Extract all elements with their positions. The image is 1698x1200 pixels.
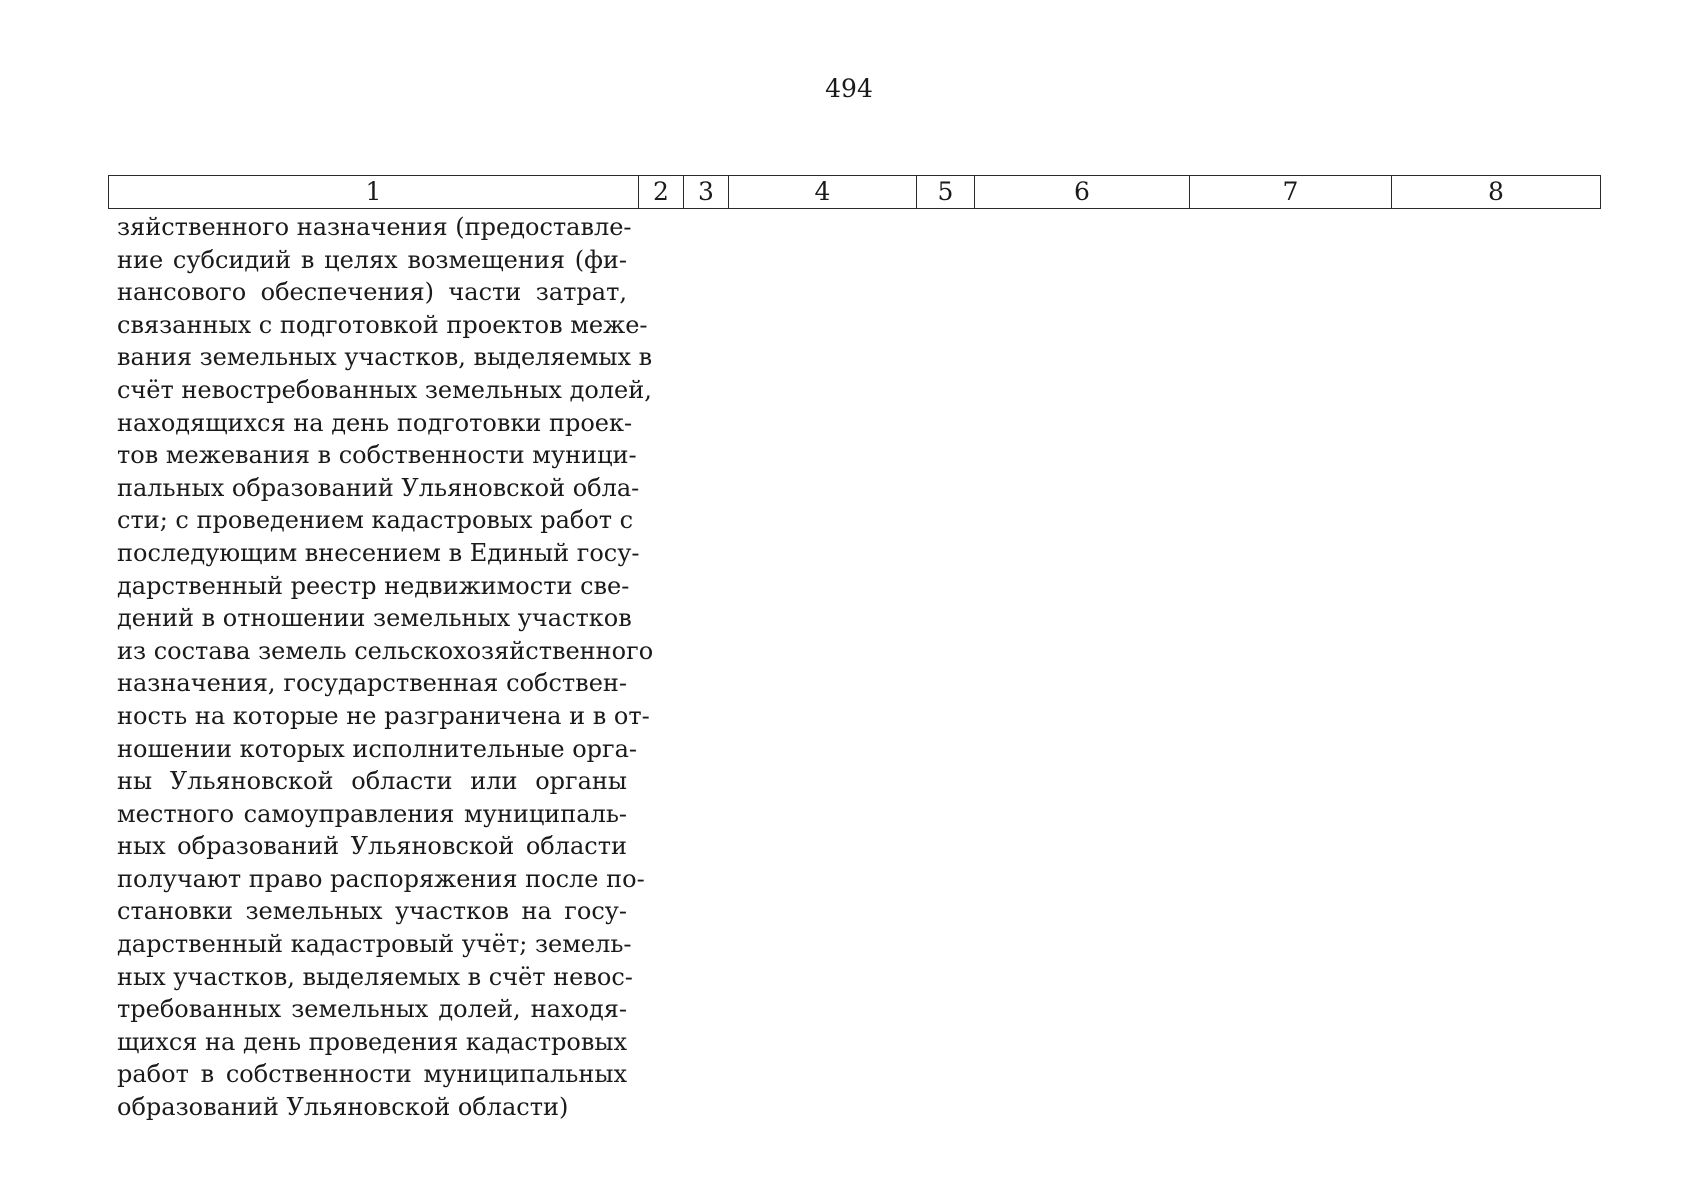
text-line: работ в собственности муниципальных — [117, 1060, 627, 1089]
text-line: зяйственного назначения (предоставле- — [117, 213, 632, 241]
text-line: дарственный реестр недвижимости све- — [117, 571, 630, 600]
text-line: вания земельных участков, выделяемых в — [117, 343, 653, 372]
text-line: тов межевания в собственности муници- — [117, 441, 637, 470]
header-cell-5: 5 — [917, 176, 975, 209]
header-cell-6: 6 — [975, 176, 1190, 209]
text-line: требованных земельных долей, находя- — [117, 995, 627, 1024]
header-cell-1: 1 — [109, 176, 639, 209]
text-line: ние субсидий в целях возмещения (фи- — [117, 245, 627, 274]
header-cell-3: 3 — [684, 176, 729, 209]
header-cell-2: 2 — [639, 176, 684, 209]
text-line: щихся на день проведения кадастровых — [117, 1027, 627, 1056]
column-number-header — [108, 175, 1601, 209]
text-line: последующим внесением в Единый госу- — [117, 538, 640, 567]
text-line: связанных с подготовкой проектов меже- — [117, 310, 648, 339]
text-line: дарственный кадастровый учёт; земель- — [117, 930, 632, 959]
text-line: ность на которые не разграничена и в от- — [117, 701, 650, 730]
text-line: ных участков, выделяемых в счёт невос- — [117, 962, 633, 991]
header-cell-7: 7 — [1190, 176, 1392, 209]
text-line: дений в отношении земельных участков — [117, 604, 632, 633]
text-line: становки земельных участков на госу- — [117, 897, 627, 926]
text-line: пальных образований Ульяновской обла- — [117, 473, 640, 502]
text-line: образований Ульяновской области) — [117, 1093, 569, 1122]
text-line: ных образований Ульяновской области — [117, 832, 627, 861]
text-line: получают право распоряжения после по- — [117, 864, 645, 893]
text-line: ны Ульяновской области или органы — [117, 767, 627, 796]
column-1-text — [117, 211, 654, 1124]
header-row — [109, 176, 1601, 209]
header-cell-8: 8 — [1392, 176, 1601, 209]
page-number: 494 — [825, 74, 873, 103]
header-cell-4: 4 — [729, 176, 917, 209]
text-line: из состава земель сельскохозяйственного — [117, 636, 654, 665]
text-line: местного самоуправления муниципаль- — [117, 799, 627, 828]
text-line: сти; с проведением кадастровых работ с — [117, 506, 634, 535]
text-line: счёт невостребованных земельных долей, — [117, 375, 652, 404]
text-line: находящихся на день подготовки проек- — [117, 408, 633, 437]
text-line: ношении которых исполнительные орга- — [117, 734, 638, 763]
text-line: нансового обеспечения) части затрат, — [117, 278, 627, 307]
text-line: назначения, государственная собствен- — [117, 669, 627, 698]
